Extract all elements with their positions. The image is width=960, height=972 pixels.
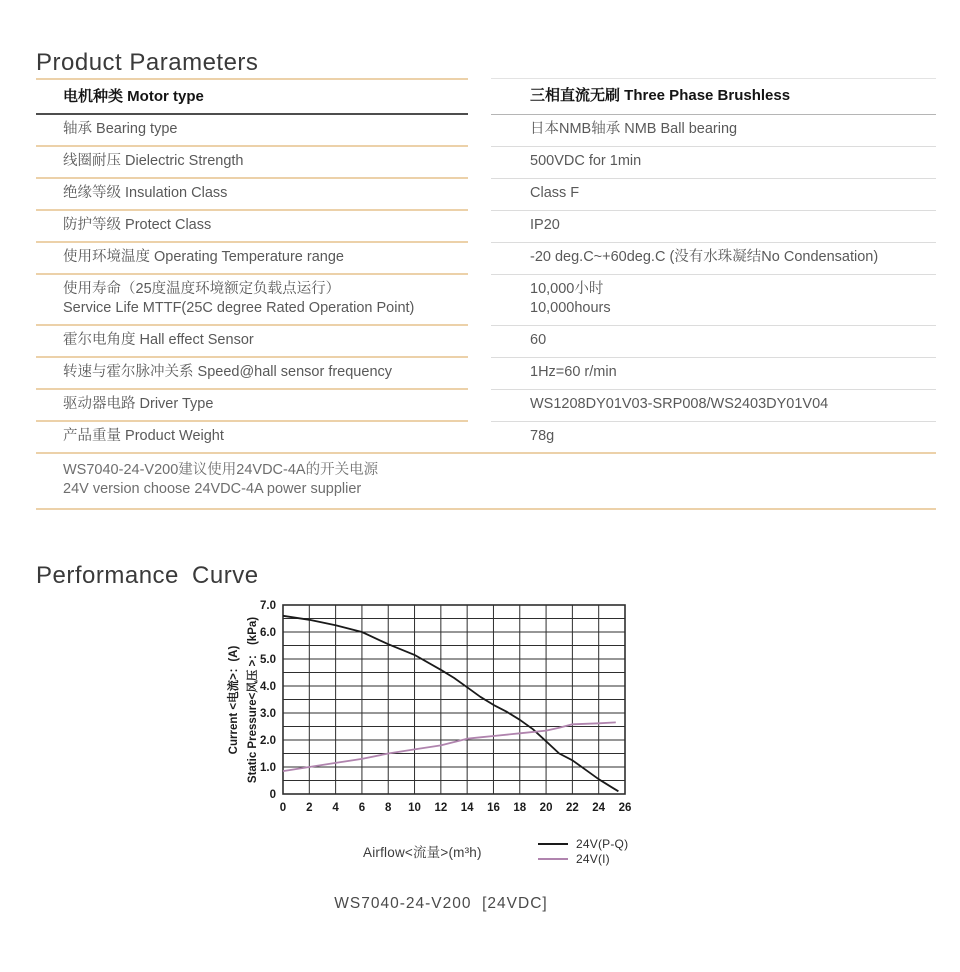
table-header-value: 三相直流无刷 Three Phase Brushless [491,78,936,115]
table-header-label: 电机种类 Motor type [36,78,468,115]
row-label: 绝缘等级 Insulation Class [36,179,468,211]
chart-legend [538,836,628,866]
row-value: IP20 [491,211,936,243]
row-value: WS1208DY01V03-SRP008/WS2403DY01V04 [491,390,936,422]
legend-entry-current [538,851,628,866]
legend-entry-pq [538,836,628,851]
table-row-driver-type [36,390,936,422]
svg-text:20: 20 [539,802,553,814]
svg-text:16: 16 [487,802,500,814]
legend-line-black [538,843,568,845]
row-value: 500VDC for 1min [491,147,936,179]
table-row-insulation [36,179,936,211]
legend-label-pq: 24V(P-Q) [576,836,629,851]
row-value: 60 [491,326,936,358]
row-label: 驱动器电路 Driver Type [36,390,468,422]
row-label: 产品重量 Product Weight [63,428,224,444]
row-label [36,275,468,326]
chart-plot [260,600,631,814]
svg-text:4.0: 4.0 [260,681,276,693]
row-label: 转速与霍尔脉冲关系 Speed@hall sensor frequency [36,358,468,390]
row-value: 78g [530,428,555,444]
svg-text:12: 12 [434,802,448,814]
svg-text:2.0: 2.0 [260,735,276,747]
svg-text:2: 2 [306,802,313,814]
row-value [491,275,936,326]
row-value: -20 deg.C~+60deg.C (没有水珠凝结No Condensation) [491,243,936,275]
svg-text:18: 18 [513,802,527,814]
row-value: 日本NMB轴承 NMB Ball bearing [491,115,936,147]
svg-text:1.0: 1.0 [260,762,276,774]
table-row-temperature [36,243,936,275]
table-header-row [36,78,936,115]
svg-text:14: 14 [460,802,474,814]
row-value: Class F [491,179,936,211]
svg-text:26: 26 [618,802,632,814]
svg-text:6: 6 [358,802,366,814]
row-label: 轴承 Bearing type [36,115,468,147]
product-parameters-table [36,78,936,510]
row-value-line1: 10,000小时 [530,281,604,297]
row-label: 使用环境温度 Operating Temperature range [36,243,468,275]
svg-text:4: 4 [332,802,339,814]
y-axis-label-static-pressure: Static Pressure<风压 >： (kPa) [247,616,259,784]
footer-note-line2: 24V version choose 24VDC-4A power supplier [63,481,362,497]
row-label-line2: Service Life MTTF(25C degree Rated Operation Point) [63,300,415,316]
table-row-protect-class [36,211,936,243]
row-label: 防护等级 Protect Class [36,211,468,243]
table-row-speed-hall [36,358,936,390]
table-footer-note [36,452,936,510]
svg-text:8: 8 [385,802,392,814]
page-title-product-parameters: Product Parameters [36,49,259,77]
page-title-performance-curve: Performance Curve [36,562,259,590]
model-caption: WS7040-24-V200 [24VDC] [334,895,548,912]
row-value: 1Hz=60 r/min [491,358,936,390]
svg-text:22: 22 [565,802,579,814]
table-row-service-life [36,275,936,326]
table-row-bearing [36,115,936,147]
y-axis-label-current: Current <电流>：(A) [228,645,240,755]
row-value-line2: 10,000hours [530,300,611,316]
table-row-dielectric [36,147,936,179]
svg-text:0: 0 [269,789,276,801]
row-label: 线圈耐压 Dielectric Strength [36,147,468,179]
legend-line-purple [538,858,568,860]
footer-note-line1: WS7040-24-V200建议使用24VDC-4A的开关电源 [63,462,379,478]
row-label: 霍尔电角度 Hall effect Sensor [36,326,468,358]
x-axis-label-airflow: Airflow<流量>(m³h) [363,845,482,860]
svg-text:5.0: 5.0 [260,654,276,666]
svg-text:24: 24 [592,802,606,814]
legend-label-current: 24V(I) [576,851,610,866]
svg-text:7.0: 7.0 [260,600,276,612]
row-label-line1: 使用寿命（25度温度环境额定负载点运行） [63,281,341,297]
svg-text:10: 10 [408,802,421,814]
table-row-hall-sensor [36,326,936,358]
svg-text:3.0: 3.0 [260,708,276,720]
svg-text:0: 0 [279,802,287,814]
svg-text:6.0: 6.0 [260,627,276,639]
table-row-weight [36,422,936,452]
performance-curve-chart [225,592,645,832]
